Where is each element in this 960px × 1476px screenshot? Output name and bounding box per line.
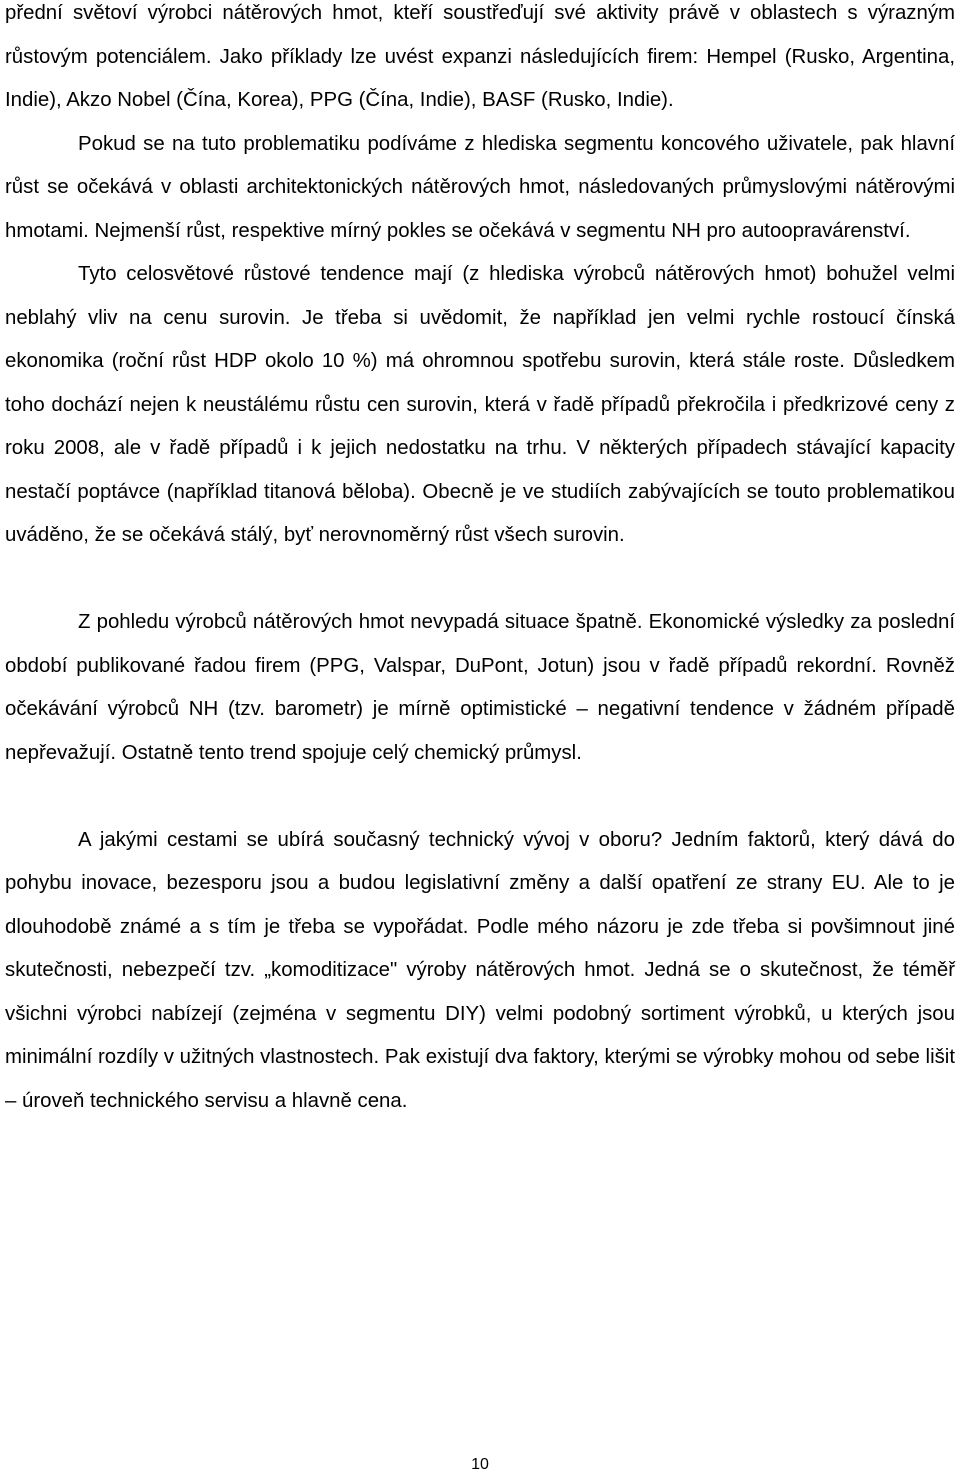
paragraph-end-user-segment: Pokud se na tuto problematiku podíváme z hlediska segmentu koncového uživatele, pak hlavní růst se očekává v oblasti architektonických nátěrových hmot, následovaných průmyslovými nátěrovými hmotami. Nejmenší růst, respektive mírný pokles se očekává v segmentu NH pro autoopravárenství. (5, 132, 955, 242)
paragraph-spacer (5, 775, 955, 819)
paragraph-producers-outlook: Z pohledu výrobců nátěrových hmot nevypadá situace špatně. Ekonomické výsledky za poslední období publikované řadou firem (PPG, Valspar, DuPont, Jotun) jsou v řadě případů rekordní. Rovněž očekávání výrobců NH (tzv. barometr) je mírně optimistické – negativní tendence v žádném případě nepřevažují. Ostatně tento trend spojuje celý chemický průmysl. (5, 611, 955, 764)
paragraph-continued: přední světoví výrobci nátěrových hmot, kteří soustřeďují své aktivity právě v oblastech s výrazným růstovým potenciálem. Jako příklady lze uvést expanzi následujících firem: Hempel (Rusko, Argentina, Indie), Akzo Nobel (Čína, Korea), PPG (Čína, Indie), BASF (Rusko, Indie). (5, 2, 955, 111)
text-column (5, 0, 955, 1123)
paragraph-raw-materials: Tyto celosvětové růstové tendence mají (z hlediska výrobců nátěrových hmot) bohužel velmi neblahý vliv na cenu surovin. Je třeba si uvědomit, že například jen velmi rychle rostoucí čínská ekonomika (roční růst HDP okolo 10 %) má ohromnou spotřebu surovin, která stále roste. Důsledkem toho dochází nejen k neustálému růstu cen surovin, která v řadě případů překročila i předkrizové ceny z roku 2008, ale v řadě případů i k jejich nedostatku na trhu. V některých případech stávající kapacity nestačí poptávce (například titanová běloba). Obecně je ve studiích zabývajících se touto problematikou uváděno, že se očekává stálý, byť nerovnoměrný růst všech surovin. (5, 263, 955, 546)
page-number: 10 (471, 1456, 489, 1473)
paragraph-technical-development: A jakými cestami se ubírá současný technický vývoj v oboru? Jedním faktorů, který dává do pohybu inovace, bezesporu jsou a budou legislativní změny a další opatření ze strany EU. Ale to je dlouhodobě známé a s tím je třeba se vypořádat. Podle mého názoru je zde třeba si povšimnout jiné skutečnosti, nebezpečí tzv. „komoditizace" výroby nátěrových hmot. Jedná se o skutečnost, že téměř všichni výrobci nabízejí (zejména v segmentu DIY) velmi podobný sortiment výrobků, u kterých jsou minimální rozdíly v užitných vlastnostech. Pak existují dva faktory, kterými se výrobky mohou od sebe lišit – úroveň technického servisu a hlavně cena. (5, 828, 955, 1112)
paragraph-spacer (5, 558, 955, 602)
